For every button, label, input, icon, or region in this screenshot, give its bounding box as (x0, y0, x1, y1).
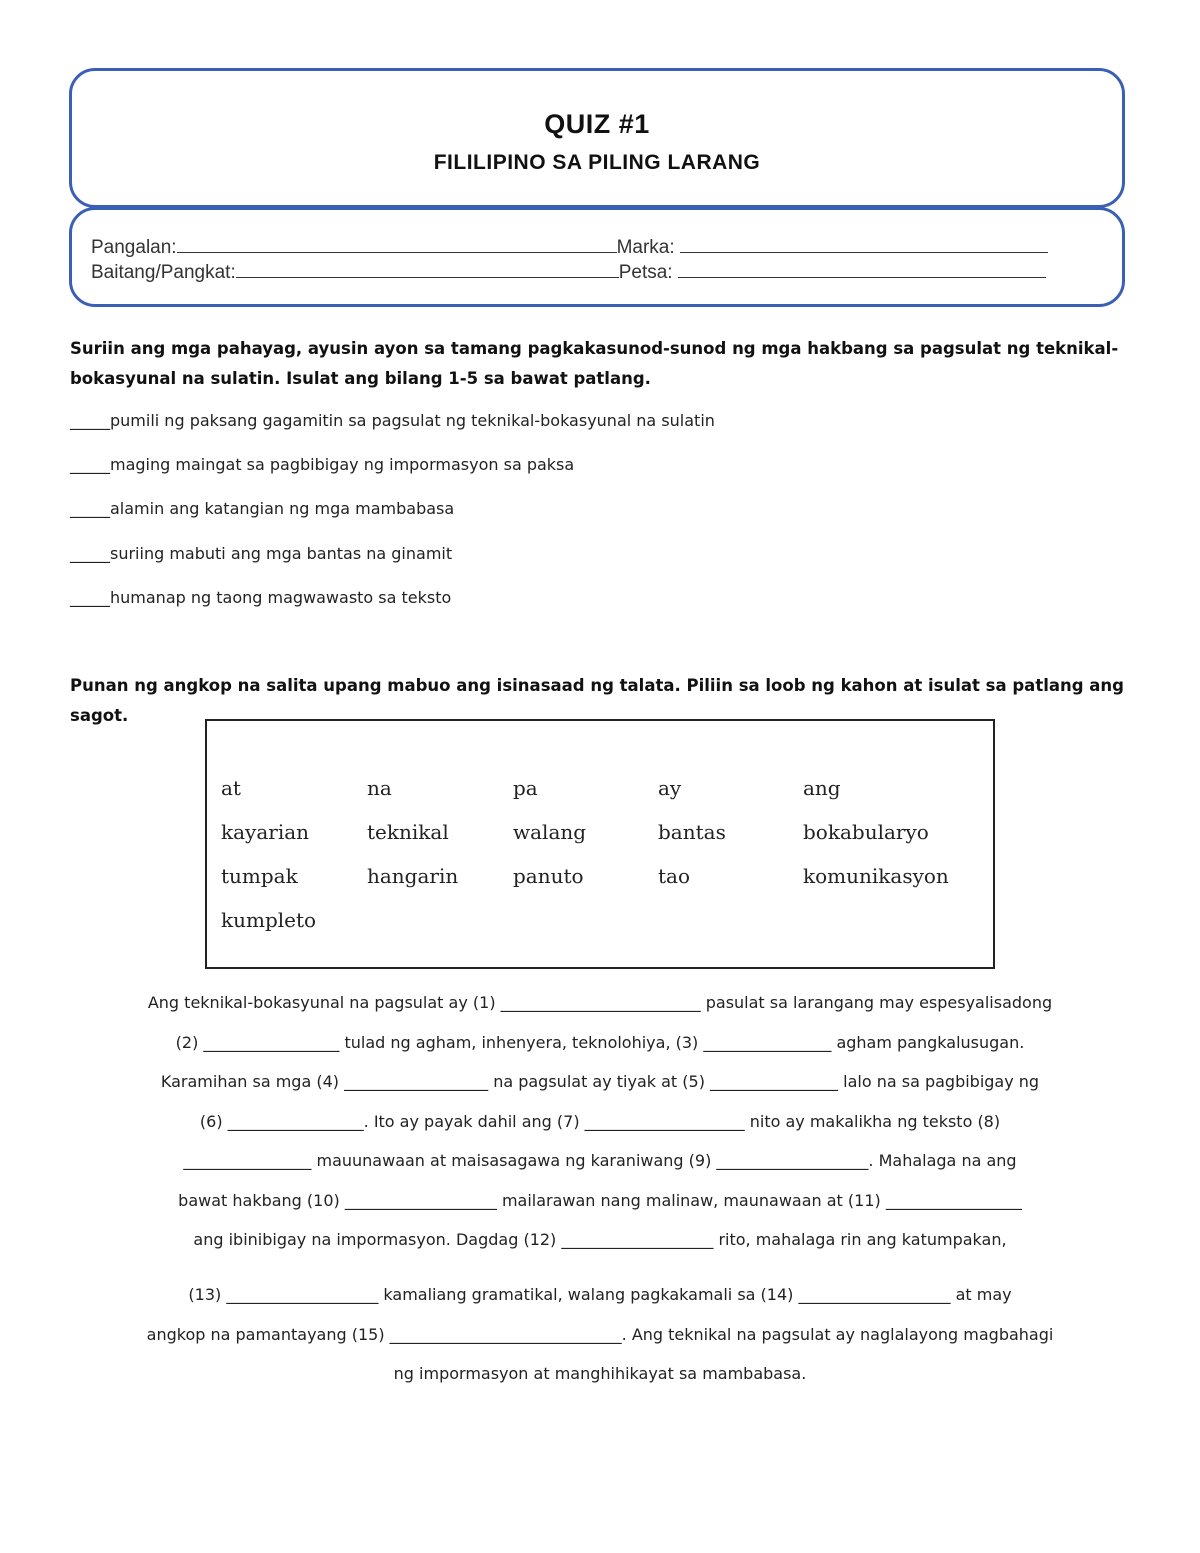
section-label: Baitang/Pangkat: (91, 262, 236, 283)
name-label: Pangalan: (91, 237, 177, 258)
name-field[interactable] (177, 234, 617, 253)
ordering-item[interactable]: _____suriing mabuti ang mga bantas na ginamit (70, 544, 453, 563)
title-box (69, 68, 1125, 208)
word-bank-item: kayarian (221, 820, 310, 844)
paragraph-line: (2) _________________ tulad ng agham, inhenyera, teknolohiya, (3) ________________ agham pangkalusugan. (175, 1033, 1025, 1052)
ordering-item[interactable]: _____pumili ng paksang gagamitin sa pagsulat ng teknikal-bokasyunal na sulatin (70, 411, 715, 430)
word-bank-item: teknikal (367, 820, 449, 844)
score-field[interactable] (680, 234, 1048, 253)
word-bank-item: komunikasyon (803, 864, 949, 888)
paragraph-line: angkop na pamantayang (15) _____________________________. Ang teknikal na pagsulat ay naglalayong magbahagi (146, 1325, 1054, 1344)
student-info-box (69, 207, 1125, 307)
word-bank-item: ang (803, 776, 841, 800)
word-bank-box (205, 719, 995, 969)
info-row-1 (91, 234, 1048, 259)
date-label: Petsa: (618, 262, 673, 283)
word-bank-item: at (221, 776, 241, 800)
paragraph-line: bawat hakbang (10) ___________________ mailarawan nang malinaw, maunawaan at (11) _________________ (178, 1191, 1022, 1210)
quiz-subject: FILILIPINO SA PILING LARANG (433, 151, 761, 174)
quiz-title: QUIZ #1 (544, 109, 650, 139)
word-bank-item: tumpak (221, 864, 298, 888)
word-bank-item: kumpleto (221, 908, 317, 932)
word-bank-item: hangarin (367, 864, 459, 888)
paragraph-line: (13) ___________________ kamaliang gramatikal, walang pagkakamali sa (14) ___________________ at may (188, 1285, 1012, 1304)
section-field[interactable] (236, 259, 619, 278)
word-bank-item: na (367, 776, 392, 800)
paragraph-line: Ang teknikal-bokasyunal na pagsulat ay (1) _________________________ pasulat sa larangang may espesyalisadong (147, 993, 1053, 1012)
word-bank-item: bokabularyo (803, 820, 929, 844)
score-label: Marka: (616, 237, 675, 258)
ordering-item[interactable]: _____alamin ang katangian ng mga mambabasa (70, 499, 455, 518)
paragraph-line: ________________ mauunawaan at maisasagawa ng karaniwang (9) ___________________. Mahalaga na ang (183, 1151, 1017, 1170)
info-row-2 (91, 259, 1046, 284)
word-bank-item: pa (513, 776, 538, 800)
word-bank-item: bantas (658, 820, 726, 844)
paragraph-line: ng impormasyon at manghihikayat sa mambabasa. (393, 1364, 807, 1383)
date-field[interactable] (678, 259, 1046, 278)
ordering-item[interactable]: _____humanap ng taong magwawasto sa teksto (70, 588, 452, 607)
ordering-item[interactable]: _____maging maingat sa pagbibigay ng impormasyon sa paksa (70, 455, 575, 474)
paragraph-line: (6) _________________. Ito ay payak dahil ang (7) ____________________ nito ay makalikha ng teksto (8) (199, 1112, 1001, 1131)
paragraph-line: ang ibinibigay na impormasyon. Dagdag (12) ___________________ rito, mahalaga rin ang katumpakan, (193, 1230, 1007, 1249)
part2-instruction: Punan ng angkop na salita upang mabuo ang isinasaad ng talata. Piliin sa loob ng kahon at isulat sa patlang ang sagot. (70, 676, 1124, 725)
part1-instruction: Suriin ang mga pahayag, ayusin ayon sa tamang pagkakasunod-sunod ng mga hakbang sa pagsulat ng teknikal-bokasyunal na sulatin. Isulat ang bilang 1-5 sa bawat patlang. (70, 339, 1119, 388)
paragraph-line: Karamihan sa mga (4) __________________ na pagsulat ay tiyak at (5) ________________ lalo na sa pagbibigay ng (160, 1072, 1040, 1091)
word-bank-item: ay (658, 776, 682, 800)
word-bank-item: panuto (513, 864, 584, 888)
word-bank-item: tao (658, 864, 691, 888)
word-bank-item: walang (513, 820, 587, 844)
